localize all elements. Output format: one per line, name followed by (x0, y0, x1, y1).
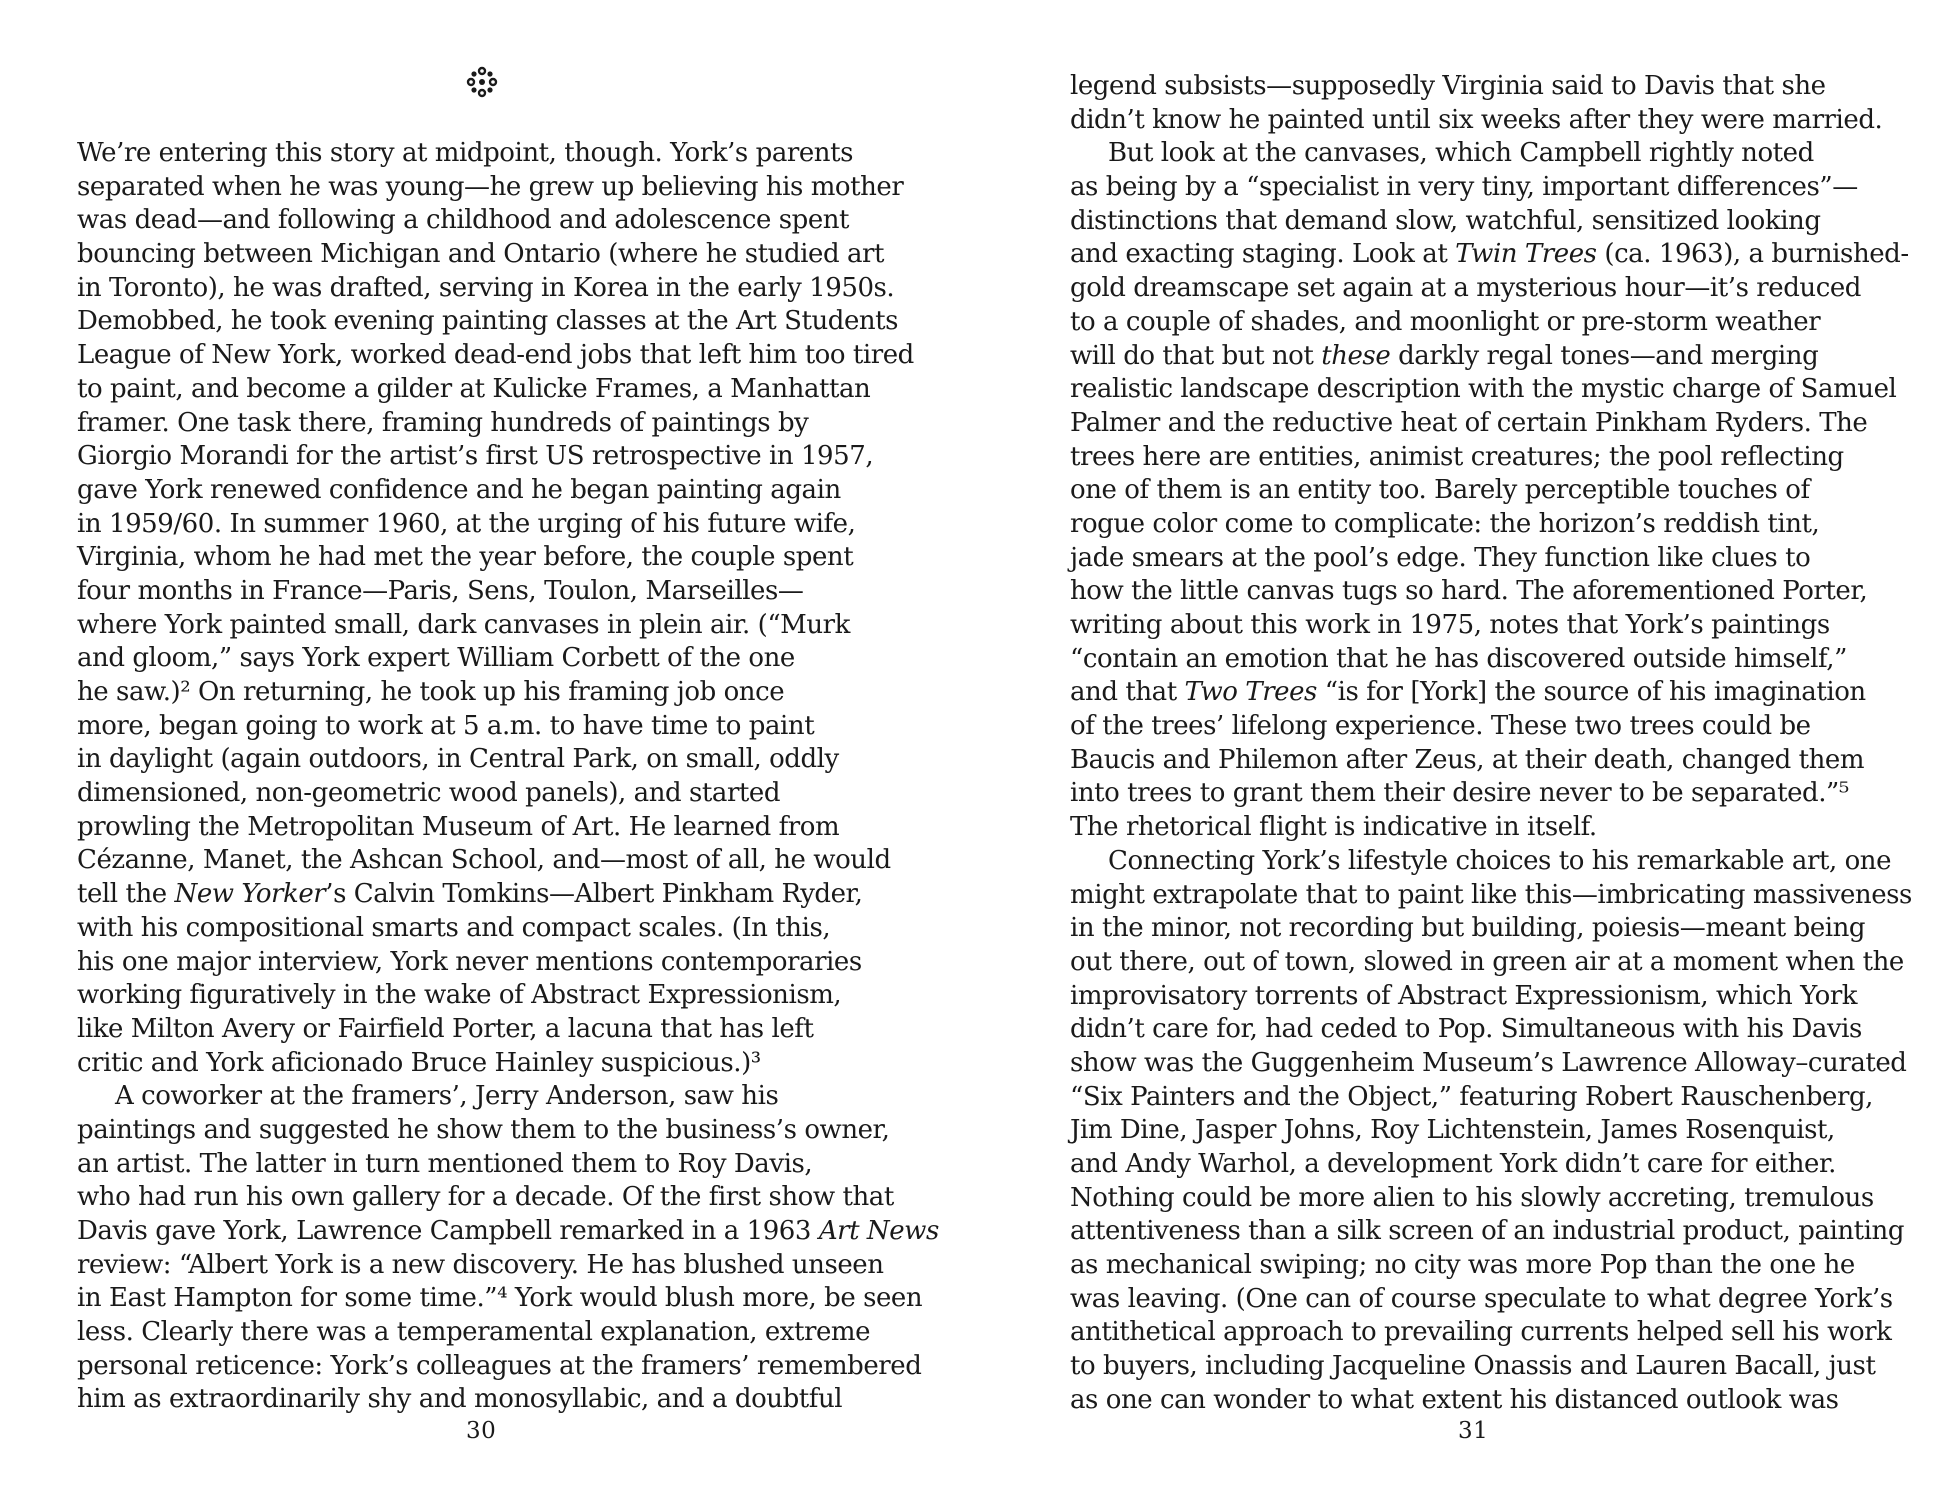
text-line: realistic landscape description with the mystic charge of Samuel (1070, 374, 1897, 405)
text-line: who had run his own gallery for a decade. Of the first show that (77, 1182, 894, 1213)
text-line: Palmer and the reductive heat of certain Pinkham Ryders. The (1070, 407, 1868, 438)
text-line: in Toronto), he was drafted, serving in Korea in the early 1950s. (77, 272, 895, 303)
text-line: might extrapolate that to paint like this—imbricating massiveness (1070, 879, 1912, 910)
text-line: as one can wonder to what extent his distanced outlook was (1070, 1384, 1839, 1415)
text-line: his one major interview, York never mentions contemporaries (77, 946, 862, 977)
text-line: antithetical approach to prevailing currents helped sell his work (1070, 1317, 1892, 1348)
text-run: will do that but not (1070, 340, 1322, 371)
text-line: attentiveness than a silk screen of an industrial product, painting (1070, 1216, 1905, 1247)
text-line: an artist. The latter in turn mentioned them to Roy Davis, (77, 1148, 813, 1179)
text-line (77, 1215, 939, 1249)
page-number-left: 30 (466, 1418, 497, 1444)
text-run: darkly regal tones—and merging (1390, 340, 1819, 371)
text-line: paintings and suggested he show them to the business’s owner, (77, 1114, 890, 1145)
text-run: Davis gave York, Lawrence Campbell remarked in a 1963 (77, 1216, 819, 1246)
italic-title: New Yorker (174, 879, 326, 910)
text-line (1070, 238, 1912, 272)
text-line: he saw.)² On returning, he took up his framing job once (77, 677, 785, 707)
text-line: more, began going to work at 5 a.m. to have time to paint (77, 710, 815, 741)
text-line: rogue color come to complicate: the horizon’s reddish tint, (1070, 508, 1820, 539)
text-line: prowling the Metropolitan Museum of Art. He learned from (77, 811, 840, 842)
text-line: four months in France—Paris, Sens, Toulon, Marseilles— (77, 575, 804, 606)
text-line: personal reticence: York’s colleagues at the framers’ remembered (77, 1350, 922, 1381)
text-line: and gloom,” says York expert William Corbett of the one (77, 643, 795, 674)
text-line: working figuratively in the wake of Abstract Expressionism, (77, 980, 842, 1011)
text-line: Baucis and Philemon after Zeus, at their death, changed them (1070, 744, 1865, 775)
text-line: League of New York, worked dead-end jobs that left him too tired (77, 340, 914, 371)
text-line: and Andy Warhol, a development York didn’t care for either. (1070, 1149, 1836, 1179)
right-body-text (1070, 70, 1912, 1418)
text-line: to buyers, including Jacqueline Onassis and Lauren Bacall, just (1070, 1351, 1876, 1382)
text-line: bouncing between Michigan and Ontario (where he studied art (77, 239, 884, 270)
text-line: in the minor, not recording but building, poiesis—meant being (1070, 913, 1866, 944)
text-line: less. Clearly there was a temperamental explanation, extreme (77, 1317, 871, 1348)
text-line: as being by a “specialist in very tiny, important differences”— (1070, 172, 1858, 203)
text-line: in East Hampton for some time.”⁴ York would blush more, be seen (77, 1283, 923, 1314)
text-line: didn’t care for, had ceded to Pop. Simultaneous with his Davis (1070, 1014, 1862, 1045)
text-line: one of them is an entity too. Barely perceptible touches of (1070, 475, 1810, 506)
text-line: Connecting York’s lifestyle choices to his remarkable art, one (1108, 845, 1892, 876)
text-line: Virginia, whom he had met the year before, the couple spent (77, 542, 854, 573)
text-line: gave York renewed confidence and he began painting again (77, 474, 841, 505)
text-line: distinctions that demand slow, watchful, sensitized looking (1070, 205, 1821, 236)
text-line: out there, out of town, slowed in green air at a moment when the (1070, 946, 1904, 977)
text-line: to a couple of shades, and moonlight or pre-storm weather (1070, 306, 1821, 337)
right-page (970, 0, 1941, 1500)
text-line: improvisatory torrents of Abstract Expressionism, which York (1070, 980, 1858, 1011)
text-line: framer. One task there, framing hundreds of paintings by (77, 407, 809, 438)
text-line: him as extraordinarily shy and monosyllabic, and a doubtful (77, 1384, 843, 1415)
floral-ornament-icon (462, 62, 502, 102)
page-number-right: 31 (1458, 1418, 1489, 1444)
text-line: Nothing could be more alien to his slowly accreting, tremulous (1070, 1182, 1874, 1213)
text-line: separated when he was young—he grew up believing his mother (77, 171, 904, 202)
text-line: Demobbed, he took evening painting classes at the Art Students (77, 306, 899, 337)
text-line: We’re entering this story at midpoint, though. York’s parents (77, 138, 853, 168)
text-line: Jim Dine, Jasper Johns, Roy Lichtenstein, James Rosenquist, (1070, 1115, 1835, 1146)
text-line (1070, 340, 1912, 374)
text-line: A coworker at the framers’, Jerry Anderson, saw his (115, 1081, 779, 1112)
text-line: how the little canvas tugs so hard. The aforementioned Porter, (1070, 576, 1868, 607)
text-run: ’s Calvin Tomkins—Albert Pinkham Ryder, (325, 879, 863, 910)
text-line: gold dreamscape set again at a mysterious hour—it’s reduced (1070, 273, 1861, 304)
left-body-text (77, 137, 939, 1417)
text-line: in 1959/60. In summer 1960, at the urging of his future wife, (77, 508, 856, 539)
text-line (1070, 676, 1912, 710)
text-line: review: “Albert York is a new discovery. He has blushed unseen (77, 1249, 884, 1280)
text-line: didn’t know he painted until six weeks after they were married. (1070, 104, 1883, 135)
text-run: (ca. 1963), a burnished- (1596, 239, 1909, 270)
text-run: and exacting staging. Look at (1070, 239, 1456, 270)
text-line: legend subsists—supposedly Virginia said to Davis that she (1070, 71, 1826, 101)
text-line: where York painted small, dark canvases in plein air. (“Murk (77, 609, 850, 640)
text-line: “Six Painters and the Object,” featuring Robert Rauschenberg, (1070, 1081, 1873, 1112)
text-run: tell the (77, 879, 175, 910)
text-line: was leaving. (One can of course speculate to what degree York’s (1070, 1283, 1893, 1314)
text-line: dimensioned, non-geometric wood panels), and started (77, 778, 781, 809)
text-line: into trees to grant them their desire never to be separated.”⁵ (1070, 778, 1849, 809)
text-run: “is for [York] the source of his imagination (1316, 677, 1866, 708)
text-line: writing about this work in 1975, notes that York’s paintings (1070, 610, 1830, 640)
text-line: as mechanical swiping; no city was more Pop than the one he (1070, 1250, 1855, 1281)
text-line: But look at the canvases, which Campbell rightly noted (1108, 138, 1814, 169)
text-run: and that (1070, 677, 1185, 708)
text-line: was dead—and following a childhood and adolescence spent (77, 205, 850, 236)
text-line: critic and York aficionado Bruce Hainley suspicious.)³ (77, 1047, 761, 1078)
text-line: trees here are entities, animist creatures; the pool reflecting (1070, 441, 1844, 472)
text-line: Cézanne, Manet, the Ashcan School, and—most of all, he would (77, 845, 891, 876)
text-line: Giorgio Morandi for the artist’s first US retrospective in 1957, (77, 441, 874, 472)
text-line: of the trees’ lifelong experience. These two trees could be (1070, 711, 1811, 742)
text-line: The rhetorical flight is indicative in itself. (1070, 812, 1597, 843)
text-line (77, 878, 939, 912)
italic-title: Twin Trees (1455, 239, 1597, 270)
italic-title: Art News (818, 1216, 939, 1246)
left-page (0, 0, 970, 1500)
text-line: jade smears at the pool’s edge. They function like clues to (1070, 542, 1811, 573)
text-line: like Milton Avery or Fairfield Porter, a lacuna that has left (77, 1013, 814, 1044)
italic-title: these (1321, 340, 1391, 371)
text-line: “contain an emotion that he has discovered outside himself,” (1070, 643, 1847, 674)
text-line: to paint, and become a gilder at Kulicke Frames, a Manhattan (77, 373, 871, 404)
italic-title: Two Trees (1184, 677, 1317, 708)
text-line: show was the Guggenheim Museum’s Lawrence Alloway–curated (1070, 1047, 1907, 1078)
text-line: with his compositional smarts and compact scales. (In this, (77, 912, 831, 943)
text-line: in daylight (again outdoors, in Central Park, on small, oddly (77, 744, 839, 775)
